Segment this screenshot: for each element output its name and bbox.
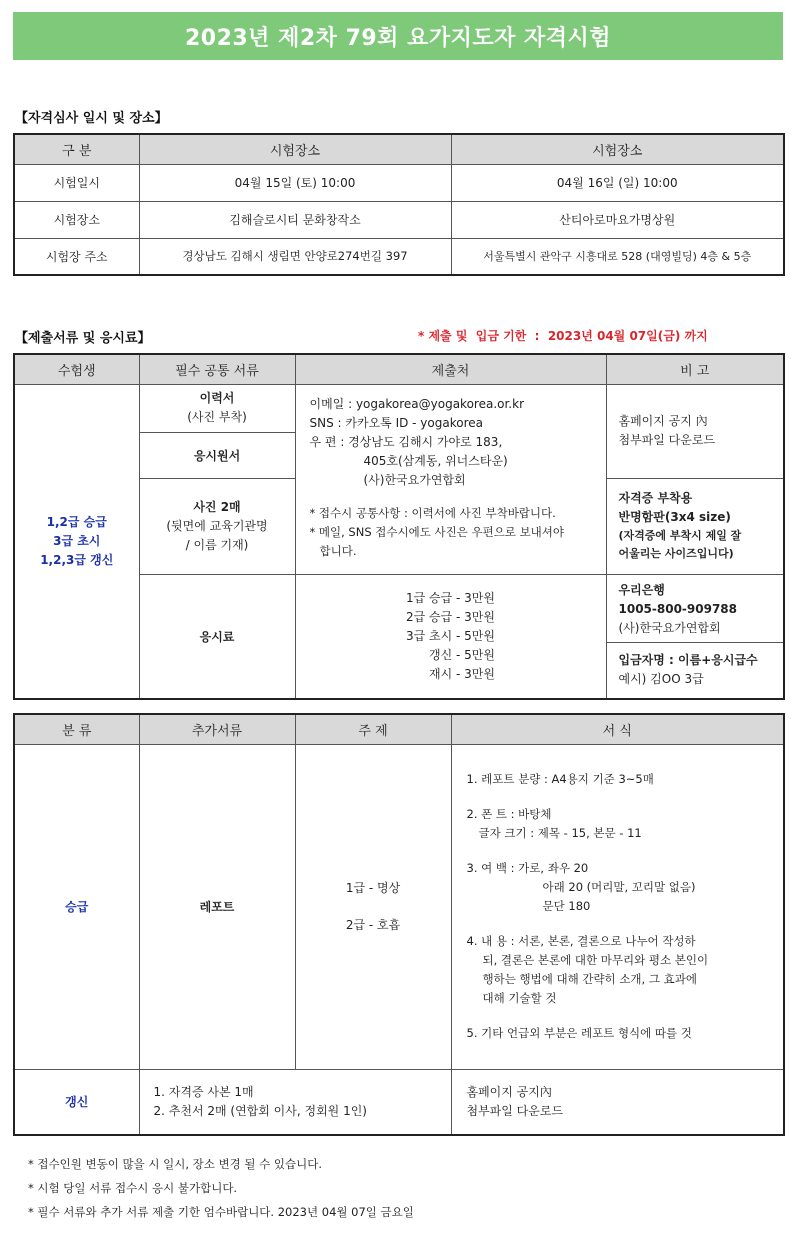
extra-header-format: 서 식 [451, 714, 784, 744]
schedule-heading: 【자격심사 일시 및 장소】 [15, 111, 168, 126]
where-email: 이메일 : yogakorea@yogakorea.or.kr [309, 396, 525, 411]
candidate-promotion: 1,2급 승급 [46, 514, 107, 529]
extra-header-row [14, 714, 784, 744]
schedule-label-datetime: 시험일시 [14, 164, 139, 201]
depositor-rule: 입금자명 : 이름+응시급수 [618, 652, 758, 667]
remark-photo-cell [606, 478, 784, 574]
extra-header-category: 분 류 [14, 714, 139, 744]
schedule-address-a: 경상남도 김해시 생림면 안양로274번길 397 [139, 238, 451, 275]
depositor-info [607, 643, 784, 695]
bank-holder: (사)한국요가연합회 [618, 620, 721, 635]
renewal-remark-cell [451, 1069, 784, 1135]
promotion-label: 승급 [14, 744, 139, 1069]
topic-level1: 1급 - 명상 [345, 880, 401, 895]
renewal-doc-copy: 1. 자격증 사본 1매 [153, 1084, 254, 1099]
format-content: 4. 내 용 : 서론, 본론, 결론으로 나누어 작성하 [466, 934, 696, 948]
submission-header-where: 제출처 [295, 354, 606, 384]
schedule-header-venue-a: 시험장소 [139, 134, 451, 164]
fee-item: 3급 초시 - 5만원 [405, 628, 495, 643]
schedule-address-b: 서울특별시 관악구 시흥대로 528 (대영빌딩) 4층 & 5층 [451, 238, 784, 275]
submission-table [13, 353, 785, 700]
fee-item: 갱신 - 5만원 [429, 647, 495, 662]
fee-item: 2급 승급 - 3만원 [405, 609, 495, 624]
renewal-label: 갱신 [14, 1069, 139, 1135]
extra-header-topic: 주 제 [295, 714, 451, 744]
table-row [14, 238, 784, 275]
doc-resume-note: (사진 부착) [187, 410, 247, 424]
topic-cell [295, 744, 451, 1069]
remark-photo-use: 자격증 부착용 [618, 491, 693, 505]
extra-docs-table [13, 713, 785, 1136]
format-content-cont: 되, 결론은 본론에 대한 마무리와 평소 본인이 [482, 953, 709, 967]
renewal-remark-download: 첨부파일 다운로드 [466, 1103, 564, 1118]
page-title: 2023년 제2차 79회 요가지도자 자격시험 [13, 12, 783, 60]
bank-account: 1005-800-909788 [618, 601, 738, 616]
format-font: 2. 폰 트 : 바탕체 [466, 807, 552, 821]
renewal-doc-recommend: 2. 추천서 2매 (연합회 이사, 정회원 1인) [153, 1103, 367, 1118]
deadline-note: * 제출 및 입금 기한 : 2023년 04월 07일(금) 까지 [418, 329, 708, 343]
table-row [14, 384, 784, 432]
bank-cell [606, 574, 784, 699]
submission-header-docs: 필수 공통 서류 [139, 354, 295, 384]
doc-photo: 사진 2매 [193, 499, 241, 514]
topic-level2: 2급 - 호흡 [345, 917, 401, 932]
doc-photo-cell [139, 478, 295, 574]
footnotes [28, 1156, 414, 1228]
remark-photo-size: 반명함판(3x4 size) [618, 510, 731, 524]
bank-name: 우리은행 [618, 582, 665, 597]
doc-photo-note: (뒷면에 교육기관명 [166, 518, 268, 533]
extra-header-docs: 추가서류 [139, 714, 295, 744]
promotion-doc: 레포트 [139, 744, 295, 1069]
submission-heading: 【제출서류 및 응시료】 [15, 331, 151, 346]
renewal-remark-home: 홈페이지 공지內 [466, 1084, 552, 1099]
doc-application: 응시원서 [139, 432, 295, 478]
candidate-first: 3급 초시 [53, 533, 101, 548]
format-margin: 3. 여 백 : 가로, 좌우 20 [466, 861, 589, 875]
fee-item: 1급 승급 - 3만원 [405, 590, 495, 605]
schedule-header-row [14, 134, 784, 164]
format-content-cont: 행하는 행법에 대해 간략히 소개, 그 효과에 [482, 972, 697, 986]
where-note-mail-cont: 합니다. [319, 543, 357, 558]
schedule-label-venue: 시험장소 [14, 201, 139, 238]
schedule-header-category: 구 분 [14, 134, 139, 164]
format-content-cont: 대해 기술할 것 [482, 991, 557, 1005]
doc-resume: 이력서 [199, 391, 235, 405]
renewal-docs-cell [139, 1069, 451, 1135]
schedule-venue-a: 김해슬로시티 문화창작소 [139, 201, 451, 238]
remark-home-cell [606, 384, 784, 478]
remark-photo-note-cont: 어울리는 사이즈입니다) [618, 547, 734, 560]
depositor-example: 예시) 김OO 3급 [618, 671, 704, 686]
remark-home: 홈페이지 공지 內 [618, 414, 708, 428]
submission-header-remark: 비 고 [606, 354, 784, 384]
remark-download: 첨부파일 다운로드 [618, 433, 716, 447]
format-margin-bottom: 아래 20 (머리말, 꼬리말 없음) [542, 880, 696, 894]
bank-info [607, 578, 784, 643]
submission-header-candidate: 수험생 [14, 354, 139, 384]
doc-fee: 응시료 [139, 574, 295, 699]
candidate-renewal: 1,2,3급 갱신 [40, 552, 114, 567]
where-post-org: (사)한국요가연합회 [363, 472, 466, 487]
format-font-size: 글자 크기 : 제목 - 15, 본문 - 11 [478, 826, 642, 840]
schedule-venue-b: 산티아로마요가명상원 [451, 201, 784, 238]
where-cell [295, 384, 606, 574]
schedule-label-address: 시험장 주소 [14, 238, 139, 275]
schedule-header-venue-b: 시험장소 [451, 134, 784, 164]
table-row [14, 201, 784, 238]
doc-photo-note-cont: / 이름 기재) [185, 537, 249, 552]
fee-item: 재시 - 3만원 [429, 666, 495, 681]
footnote: * 시험 당일 서류 접수시 응시 불가합니다. [28, 1181, 238, 1195]
fee-list-cell [295, 574, 606, 699]
format-cell [451, 744, 784, 1069]
where-note-mail: * 메일, SNS 접수시에도 사진은 우편으로 보내셔야 [309, 524, 565, 539]
remark-photo-note: (자격증에 부착시 제일 잘 [618, 529, 742, 542]
table-row [14, 744, 784, 1069]
footnote: * 접수인원 변동이 많을 시 일시, 장소 변경 될 수 있습니다. [28, 1157, 323, 1171]
where-post: 우 편 : 경상남도 김해시 가야로 183, [309, 434, 503, 449]
where-sns: SNS : 카카오톡 ID - yogakorea [309, 415, 483, 430]
where-note-common: * 접수시 공통사항 : 이력서에 사진 부착바랍니다. [309, 505, 556, 520]
where-post-detail: 405호(삼계동, 위너스타운) [363, 453, 508, 468]
schedule-datetime-a: 04월 15일 (토) 10:00 [139, 164, 451, 201]
schedule-datetime-b: 04월 16일 (일) 10:00 [451, 164, 784, 201]
submission-header-row [14, 354, 784, 384]
doc-resume-cell [139, 384, 295, 432]
format-margin-paragraph: 문단 180 [542, 899, 591, 913]
schedule-table [13, 133, 785, 276]
table-row [14, 1069, 784, 1135]
footnote: * 필수 서류와 추가 서류 제출 기한 엄수바랍니다. 2023년 04월 07일 금요일 [28, 1205, 414, 1219]
format-other: 5. 기타 언급외 부분은 레포트 형식에 따를 것 [466, 1026, 692, 1040]
format-length: 1. 레포트 분량 : A4용지 기준 3~5매 [466, 772, 654, 786]
candidate-cell [14, 384, 139, 699]
table-row [14, 164, 784, 201]
